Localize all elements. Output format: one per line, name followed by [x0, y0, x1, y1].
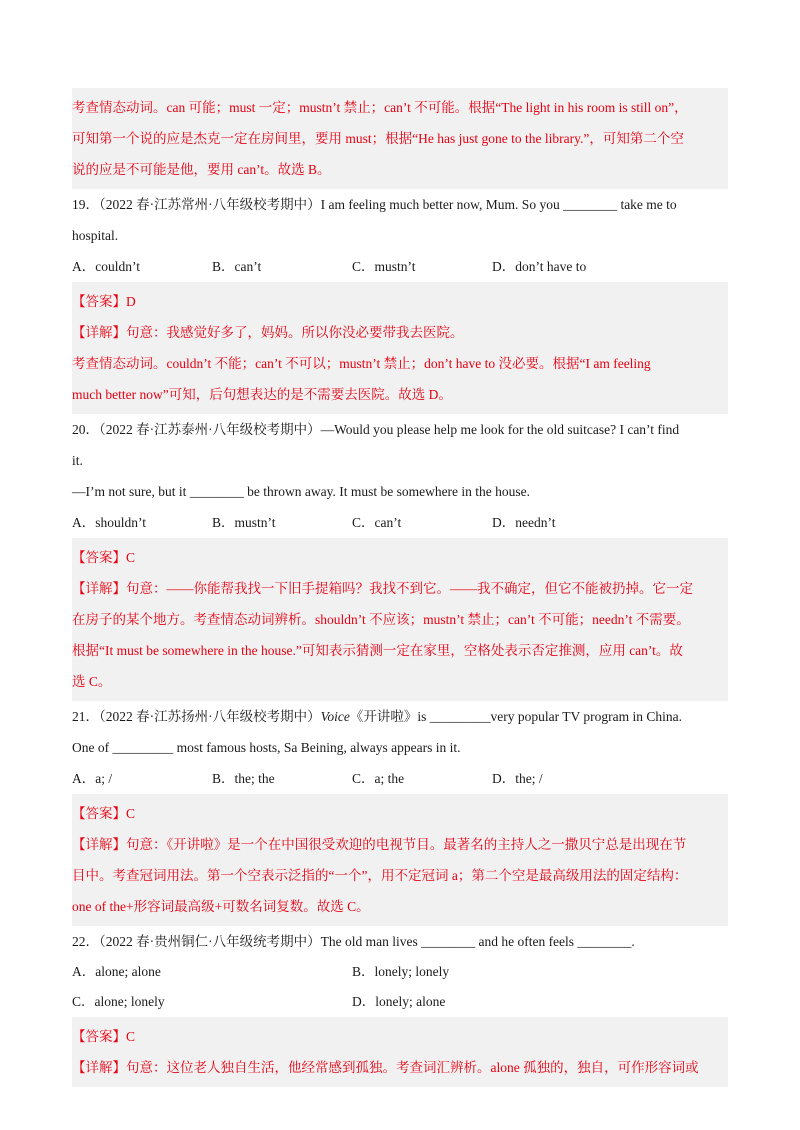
- detail-line: 【详解】句意：《开讲啦》是一个在中国很受欢迎的电视节目。最著名的主持人之一撒贝宁总是出现在节: [72, 837, 687, 852]
- answer-block: [72, 794, 728, 926]
- question-stem: hospital.: [72, 228, 119, 243]
- detail-line: much better now”可知，后句想表达的是不需要去医院。故选 D。: [72, 387, 452, 402]
- option-b: B．mustn’t: [212, 515, 276, 530]
- answer-block: [72, 538, 728, 701]
- option-b: B．can’t: [212, 259, 262, 274]
- option-c: C．can’t: [352, 515, 402, 530]
- detail-line: 目中。考查冠词用法。第一个空表示泛指的“一个”，用不定冠词 a；第二个空是最高级用法的固定结构：: [72, 868, 688, 883]
- option-c: C．mustn’t: [352, 259, 416, 274]
- option-c: C．alone; lonely: [72, 994, 165, 1009]
- question-20: [72, 414, 728, 701]
- option-a: A．alone; alone: [72, 964, 161, 979]
- options-row: [72, 957, 728, 987]
- option-c: C．a; the: [352, 771, 405, 786]
- answer-block: [72, 1017, 728, 1087]
- detail-line: 根据“It must be somewhere in the house.”可知表示猜测一定在家里，空格处表示否定推测，应用 can’t。故: [72, 643, 683, 658]
- detail-line: 【详解】句意：——你能帮我找一下旧手提箱吗？我找不到它。——我不确定，但它不能被扔掉。它一定: [72, 581, 693, 596]
- prev-detail-line: 说的应是不可能是他，要用 can’t。故选 B。: [72, 162, 331, 177]
- option-d: D．don’t have to: [492, 259, 587, 274]
- option-a: A．a; /: [72, 771, 113, 786]
- answer-block: [72, 282, 728, 414]
- question-prefix: 21．（2022 春·江苏扬州·八年级校考期中）: [72, 709, 321, 724]
- answer-label: 【答案】C: [72, 550, 136, 565]
- detail-line: 【详解】句意：这位老人独自生活，他经常感到孤独。考查词汇辨析。alone 孤独的，独自，可作形容词或: [72, 1060, 699, 1075]
- option-b: B．the; the: [212, 771, 275, 786]
- question-21: [72, 701, 728, 926]
- options-row: [72, 763, 728, 794]
- option-b: B．lonely; lonely: [352, 964, 450, 979]
- detail-line: 【详解】句意：我感觉好多了，妈妈。所以你没必要带我去医院。: [72, 325, 464, 340]
- detail-line: 选 C。: [72, 674, 112, 689]
- prev-answer-block: [72, 88, 728, 189]
- options-row: [72, 987, 728, 1017]
- option-d: D．needn’t: [492, 515, 556, 530]
- question-stem: One of _________ most famous hosts, Sa Beining, always appears in it.: [72, 740, 461, 755]
- question-stem: 20．（2022 春·江苏泰州·八年级校考期中）—Would you please help me look for the old suitcase? I can’t find: [72, 422, 680, 437]
- question-22: [72, 926, 728, 1087]
- option-d: D．lonely; alone: [352, 994, 446, 1009]
- prev-detail-line: 考查情态动词。can 可能；must 一定；mustn’t 禁止；can’t 不可能。根据“The light in his room is still on”，: [72, 100, 688, 115]
- detail-line: 在房子的某个地方。考查情态动词辨析。shouldn’t 不应该；mustn’t 禁止；can’t 不可能；needn’t 不需要。: [72, 612, 690, 627]
- detail-line: 考查情态动词。couldn’t 不能；can’t 不可以；mustn’t 禁止；don’t have to 没必要。根据“I am feeling: [72, 356, 651, 371]
- option-d: D．the; /: [492, 771, 543, 786]
- options-row: [72, 251, 728, 282]
- page-content: [72, 88, 728, 1087]
- detail-line: one of the+形容词最高级+可数名词复数。故选 C。: [72, 899, 370, 914]
- question-19: [72, 189, 728, 414]
- question-stem: 19．（2022 春·江苏常州·八年级校考期中）I am feeling much better now, Mum. So you ________ take me to: [72, 197, 677, 212]
- option-a: A．couldn’t: [72, 259, 140, 274]
- answer-label: 【答案】C: [72, 806, 136, 821]
- prev-detail-line: 可知第一个说的应是杰克一定在房间里，要用 must；根据“He has just gone to the library.”，可知第二个空: [72, 131, 684, 146]
- program-title-italic: Voice: [320, 709, 350, 724]
- question-stem: [72, 701, 728, 732]
- question-stem: it.: [72, 453, 83, 468]
- answer-label: 【答案】C: [72, 1029, 136, 1044]
- question-stem: —I’m not sure, but it ________ be thrown away. It must be somewhere in the house.: [72, 484, 531, 499]
- question-stem: 22．（2022 春·贵州铜仁·八年级统考期中）The old man lives ________ and he often feels ________.: [72, 934, 635, 949]
- options-row: [72, 507, 728, 538]
- question-suffix: 《开讲啦》is _________very popular TV program in China.: [349, 709, 682, 724]
- answer-label: 【答案】D: [72, 294, 136, 309]
- option-a: A．shouldn’t: [72, 515, 147, 530]
